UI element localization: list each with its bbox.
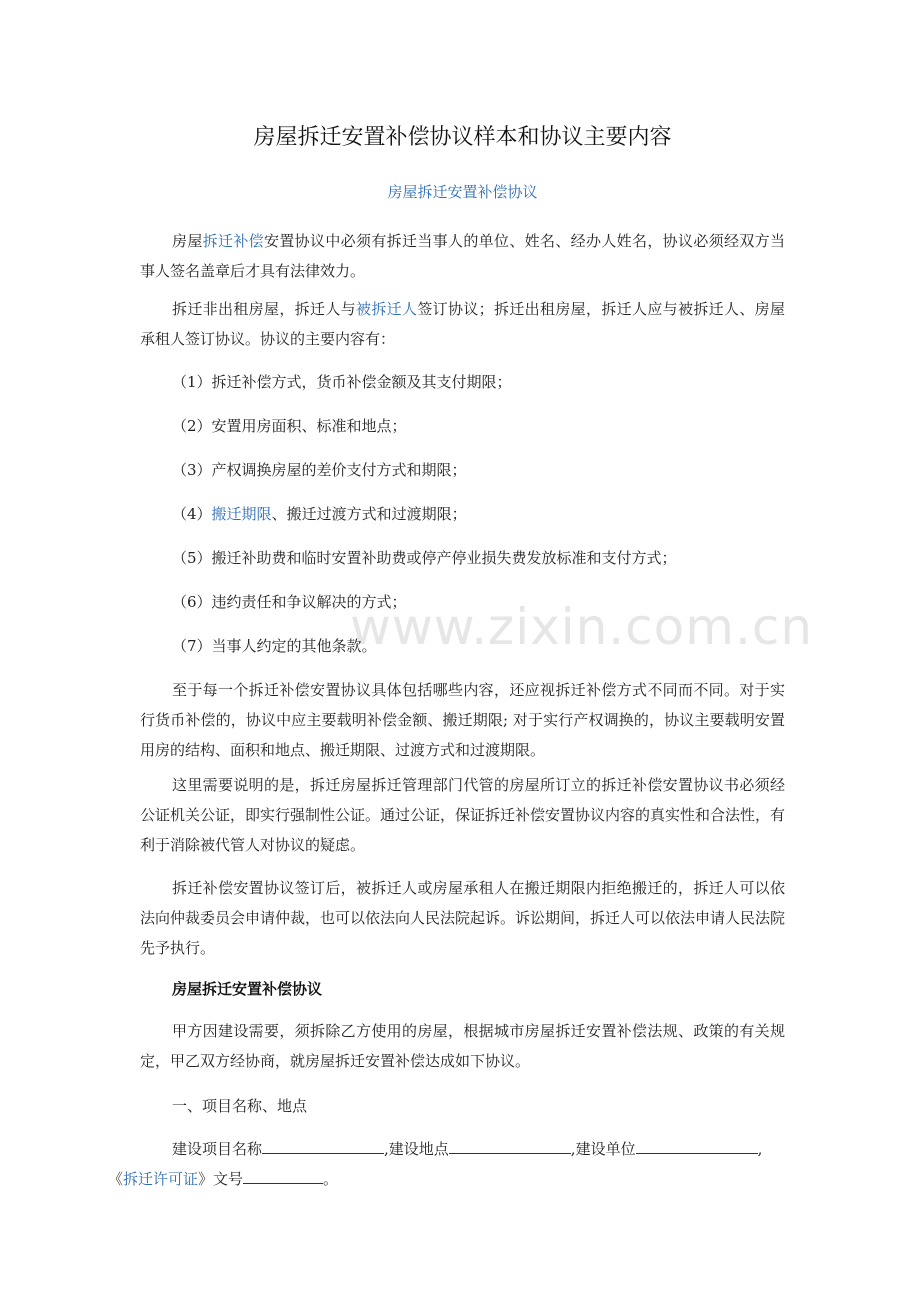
list-item-1: （1）拆迁补偿方式，货币补偿金额及其支付期限； [172,373,512,391]
link-chaiqian-buchang[interactable]: 拆迁补偿 [202,232,265,250]
section-title: 房屋拆迁安置补偿协议 [172,980,323,998]
document-title: 房屋拆迁安置补偿协议样本和协议主要内容 [253,125,672,150]
paragraph-2-text-b: 签订协议；拆迁出租房屋，拆迁人应与被拆迁人、房屋承租人签订协议。协议的主要内容有： [140,300,785,348]
link-chaiqian-xukezheng[interactable]: 拆迁许可证 [123,1170,199,1188]
paragraph-1-text-b: 安置协议中必须有拆迁当事人的单位、姓名、经办人姓名，协议必须经双方当事人签名盖章后才具有法律效力。 [140,232,785,280]
paragraph-2-text-a: 拆迁非出租房屋，拆迁人与 [172,300,356,318]
paragraph-4: 这里需要说明的是，拆迁房屋拆迁管理部门代管的房屋所订立的拆迁补偿安置协议书必须经公证机关公证，即实行强制性公证。通过公证，保证拆迁补偿安置协议内容的真实性和合法性，有利于消除被代管人对协议的疑虑。 [140,776,786,854]
paragraph-7-text-b: ,建设地点 [384,1140,449,1158]
paragraph-5: 拆迁补偿安置协议签订后，被拆迁人或房屋承租人在搬迁期限内拒绝搬迁的，拆迁人可以依法向仲裁委员会申请仲裁，也可以依法向人民法院起诉。诉讼期间，拆迁人可以依法申请人民法院先予执行。 [140,879,786,957]
paragraph-2 [140,294,785,354]
paragraph-1-text-a: 房屋 [172,232,203,250]
blank-construction-unit[interactable] [636,1137,758,1154]
list-item-6: （6）违约责任和争议解决的方式； [172,593,407,611]
paragraph-7-text-f: 》文号 [198,1170,244,1188]
clause-1-heading: 一、项目名称、地点 [172,1097,308,1115]
list-item-4-text-a: （4） [172,505,212,523]
blank-construction-site[interactable] [449,1137,571,1154]
paragraph-7-text-d: , [757,1140,763,1158]
document-subtitle-link[interactable]: 房屋拆迁安置补偿协议 [387,183,538,201]
watermark: www.zixin.com.cn [350,598,814,656]
paragraph-7 [108,1134,785,1194]
blank-project-name[interactable] [262,1137,384,1154]
list-item-4 [172,499,467,529]
list-item-4-text-b: 、搬迁过渡方式和过渡期限； [271,505,467,523]
paragraph-3: 至于每一个拆迁补偿安置协议具体包括哪些内容，还应视拆迁补偿方式不同而不同。对于实行货币补偿的，协议中应主要载明补偿金额、搬迁期限; 对于实行产权调换的，协议主要载明安置用房的结构、面积和地点、搬迁期限、过渡方式和过渡期限。 [140,681,785,759]
link-banqian-qixian[interactable]: 搬迁期限 [211,505,272,523]
paragraph-7-text-g: 。 [323,1170,339,1188]
paragraph-6: 甲方因建设需要，须拆除乙方使用的房屋，根据城市房屋拆迁安置补偿法规、政策的有关规定，甲乙双方经协商，就房屋拆迁安置补偿达成如下协议。 [140,1022,785,1070]
paragraph-1 [140,226,785,286]
link-bei-chaiqian-ren[interactable]: 被拆迁人 [356,300,418,318]
paragraph-7-text-c: ,建设单位 [570,1140,636,1158]
paragraph-7-text-a: 建设项目名称 [172,1140,263,1158]
paragraph-7-text-e: 《 [108,1170,124,1188]
list-item-3: （3）产权调换房屋的差价支付方式和期限； [172,461,467,479]
list-item-5: （5）搬迁补助费和临时安置补助费或停产停业损失费发放标准和支付方式； [172,549,677,567]
list-item-2: （2）安置用房面积、标准和地点； [172,417,407,435]
list-item-7: （7）当事人约定的其他条款。 [172,637,377,655]
blank-permit-number[interactable] [243,1167,323,1184]
